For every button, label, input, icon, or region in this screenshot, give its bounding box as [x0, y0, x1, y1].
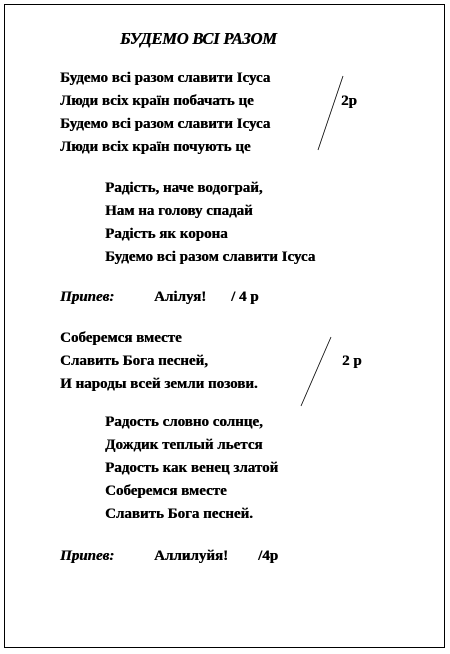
chorus2-line-2: Дождик теплый льется — [105, 437, 263, 453]
verse1-line-1: Будемо всі разом славити Ісуса — [60, 70, 271, 86]
refrain1-word: Алілуя! — [154, 289, 207, 305]
chorus2-line-5: Славить Бога песней. — [105, 506, 253, 522]
chorus2-line-3: Радость как венец златой — [105, 460, 279, 476]
verse1-line-4: Люди всіх країн почують це — [60, 139, 251, 155]
verse1-line-2: Люди всіх країн побачать це — [60, 93, 254, 109]
chorus2-line-1: Радость словно солнце, — [105, 414, 263, 430]
verse2-line-2: Славить Бога песней, — [60, 353, 208, 369]
chorus2-line-4: Соберемся вместе — [105, 483, 227, 499]
chorus1-line-2: Нам на голову спадай — [105, 203, 253, 219]
verse2-repeat-mark: 2 р — [342, 353, 362, 369]
verse2-line-3: И народы всей земли позови. — [60, 376, 258, 392]
verse2-line-1: Соберемся вместе — [60, 330, 182, 346]
song-title: БУДЕМО ВСІ РАЗОМ — [120, 29, 277, 48]
refrain2-word: Аллилуйя! — [154, 548, 228, 564]
verse1-line-3: Будемо всі разом славити Ісуса — [60, 116, 271, 132]
refrain1-repeat: / 4 р — [231, 289, 259, 305]
verse2-repeat-slash — [301, 337, 331, 406]
chorus1-line-4: Будемо всі разом славити Ісуса — [105, 249, 316, 265]
verse1-repeat-mark: 2р — [341, 93, 357, 109]
refrain2-label: Припев: — [60, 548, 115, 564]
chorus1-line-3: Радість як корона — [105, 226, 228, 242]
chorus1-line-1: Радість, наче водограй, — [105, 180, 263, 196]
refrain2-repeat: /4р — [258, 548, 279, 564]
verse1-repeat-slash — [318, 76, 343, 150]
refrain1-label: Припев: — [60, 289, 115, 305]
